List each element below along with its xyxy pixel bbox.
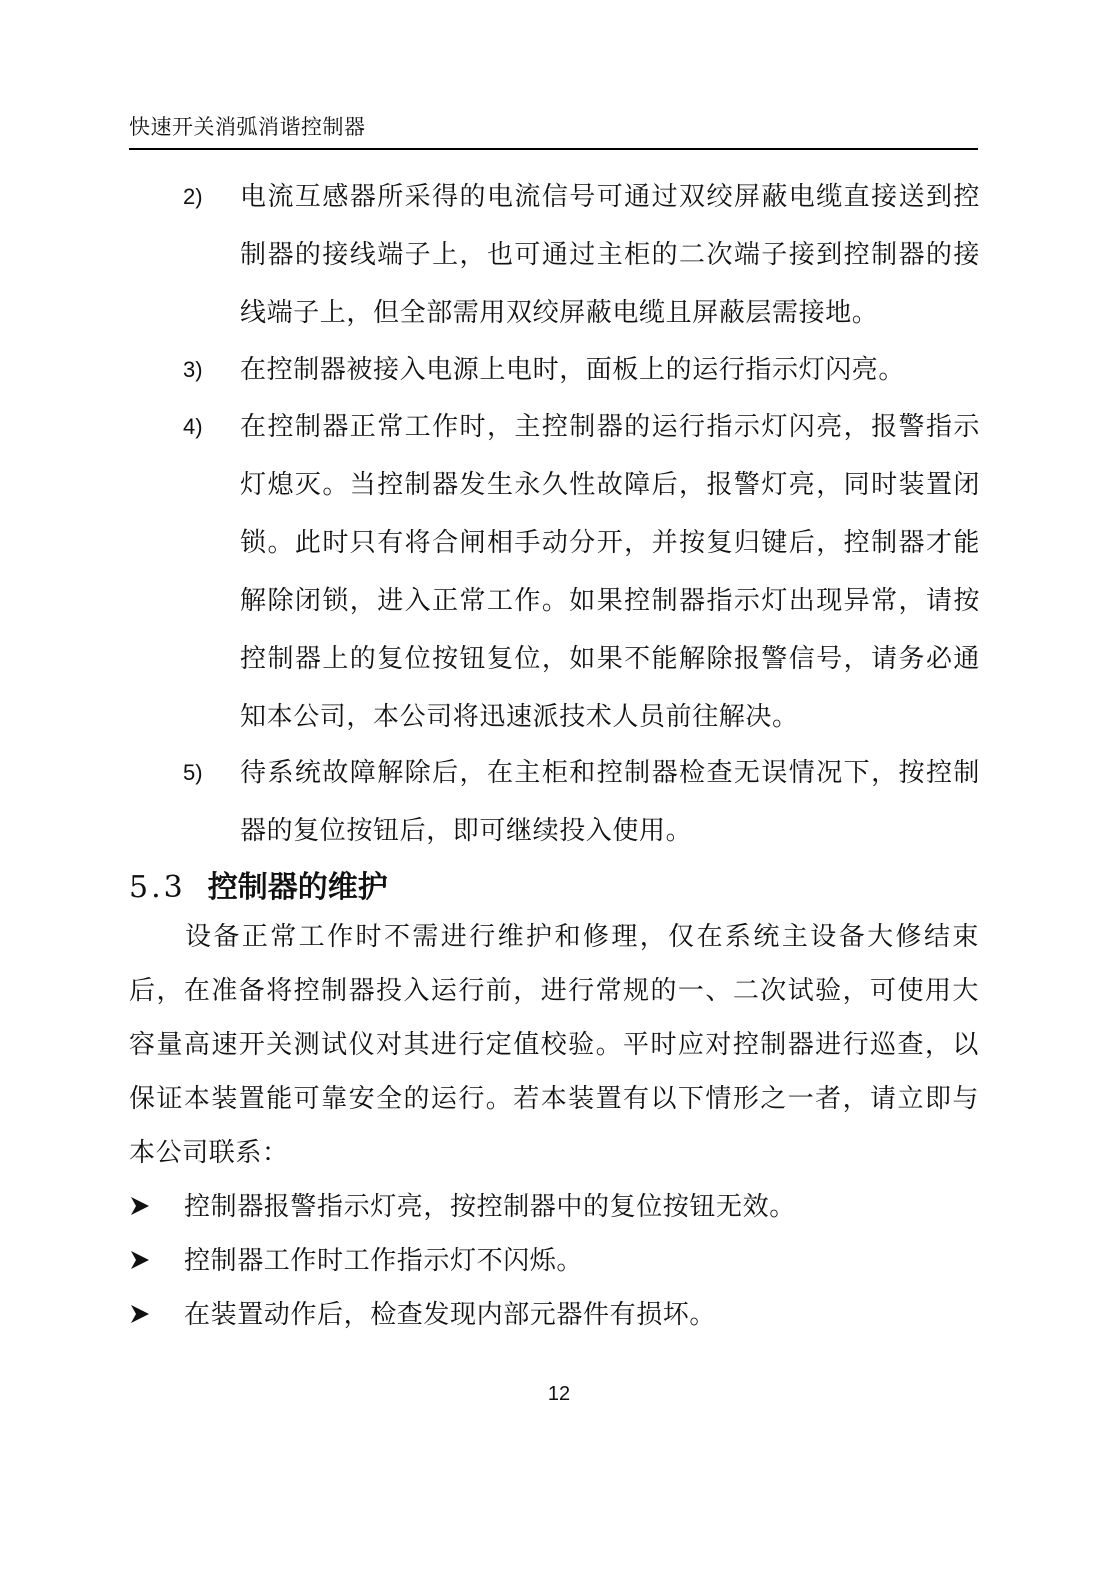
header-title: 快速开关消弧消谐控制器 bbox=[129, 115, 366, 139]
section-title: 控制器的维护 bbox=[207, 870, 388, 905]
page-number: 12 bbox=[547, 1383, 571, 1405]
bullet-text: 控制器报警指示灯亮，按控制器中的复位按钮无效。 bbox=[184, 1192, 796, 1222]
item-text: 待系统故障解除后，在主柜和控制器检查无误情况下，按控制器的复位按钮后，即可继续投入使用。 bbox=[240, 758, 980, 846]
list-item bbox=[0, 1288, 1118, 1342]
item-number: 4) bbox=[183, 414, 203, 439]
item-number: 3) bbox=[183, 357, 203, 382]
section-paragraph: 设备正常工作时不需进行维护和修理，仅在系统主设备大修结束后，在准备将控制器投入运行前，进行常规的一、二次试验，可使用大容量高速开关测试仪对其进行定值校验。平时应对控制器进行巡查，以保证本装置能可靠安全的运行。若本装置有以下情形之一者，请立即与本公司联系： bbox=[129, 922, 979, 1168]
item-text: 电流互感器所采得的电流信号可通过双绞屏蔽电缆直接送到控制器的接线端子上，也可通过主柜的二次端子接到控制器的接线端子上，但全部需用双绞屏蔽电缆且屏蔽层需接地。 bbox=[240, 182, 980, 328]
arrowhead-bullet-icon bbox=[128, 1301, 154, 1327]
page-header bbox=[129, 112, 978, 150]
arrowhead-bullet-icon bbox=[128, 1247, 154, 1273]
section-number: 5.3 bbox=[129, 870, 186, 905]
item-number: 2) bbox=[183, 184, 203, 209]
section-heading bbox=[129, 862, 388, 914]
arrowhead-bullet-icon bbox=[128, 1193, 154, 1219]
item-text: 在控制器正常工作时，主控制器的运行指示灯闪亮，报警指示灯熄灭。当控制器发生永久性故障后，报警灯亮，同时装置闭锁。此时只有将合闸相手动分开，并按复归键后，控制器才能解除闭锁，进入正常工作。如果控制器指示灯出现异常，请按控制器上的复位按钮复位，如果不能解除报警信号，请务必通知本公司，本公司将迅速派技术人员前往解决。 bbox=[240, 412, 980, 732]
item-text: 在控制器被接入电源上电时，面板上的运行指示灯闪亮。 bbox=[240, 355, 906, 385]
bullet-text: 在装置动作后，检查发现内部元器件有损坏。 bbox=[184, 1300, 717, 1330]
list-item bbox=[0, 1180, 1118, 1234]
item-number: 5) bbox=[183, 760, 203, 785]
bullet-text: 控制器工作时工作指示灯不闪烁。 bbox=[184, 1246, 584, 1276]
list-item bbox=[0, 1234, 1118, 1288]
